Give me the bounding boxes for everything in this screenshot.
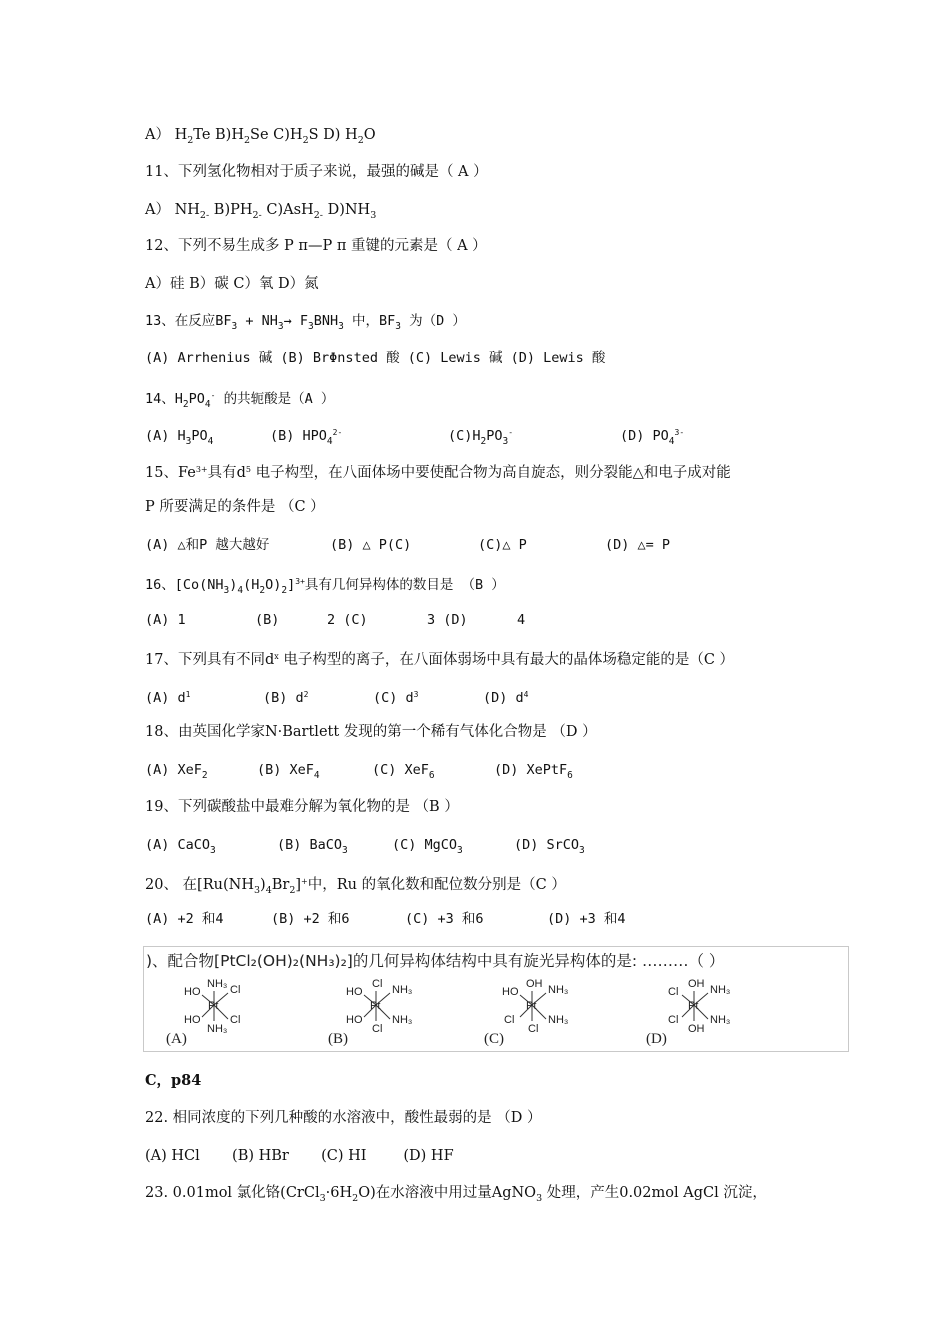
structure-a-ul: HO — [184, 986, 201, 998]
structure-b-label: (B) — [328, 1031, 348, 1047]
q16-stem: 16、$[Co(NH_3)_4(H_2O)_2]^{3+}$具有几何异构体的数目是 （B ） — [145, 577, 505, 596]
structure-d-ur: NH₃ — [710, 984, 731, 996]
structure-b-ul: HO — [346, 986, 363, 998]
q13-options: (A) Arrhenius 碱 (B) BrΦnsted 酸 (C) Lewis 碱 (D) Lewis 酸 — [145, 350, 606, 366]
structure-b-lr: NH₃ — [392, 1014, 413, 1026]
q20-stem: 20、 在$[Ru(NH_3)_4Br_2]^+$中，Ru 的氧化数和配位数分别是（C ） — [145, 877, 566, 896]
structure-a-center: Pt — [208, 1000, 219, 1012]
structure-a — [164, 975, 264, 1047]
structure-c-center: Pt — [526, 1000, 537, 1012]
structure-a-top: NH₃ — [207, 978, 228, 990]
q10-options: A） $H_2Te$ $B)H_2Se$ $C)H_2S$ D) $H_2O$ — [145, 127, 376, 146]
structure-d-label: (D) — [646, 1031, 667, 1047]
q11-stem: 11、下列氢化物相对于质子来说，最强的碱是（ A ） — [145, 164, 488, 180]
structure-d-lr: NH₃ — [710, 1014, 731, 1026]
structure-d-ll: Cl — [668, 1014, 679, 1026]
q19-stem: 19、下列碳酸盐中最难分解为氧化物的是 （B ） — [145, 799, 459, 815]
q18-stem: 18、由英国化学家N·Bartlett 发现的第一个稀有气体化合物是 （D ） — [145, 724, 597, 740]
q12-stem: 12、下列不易生成多 P π—P π 重键的元素是（ A ） — [145, 238, 487, 254]
q14-options: (A) $H_3PO_4$ (B) $HPO_4^{2-}$ $(C)H_2PO_3^-$ (D) $PO_4^{3-}$ — [145, 428, 685, 447]
structure-a-bottom: NH₃ — [207, 1023, 228, 1035]
structure-c-top: OH — [526, 978, 543, 990]
q11-options: A） $NH_{2-}$ $B)PH_{2-}$ C)AsH$_{2-}$ $D)NH_3$ — [145, 202, 377, 221]
q21-figure — [143, 946, 849, 1052]
q15-stem-line2: P 所要满足的条件是 （C ） — [145, 499, 325, 515]
q22-stem: 22. 相同浓度的下列几种酸的水溶液中，酸性最弱的是 （D ） — [145, 1110, 542, 1126]
q22-options: (A) HCl (B) HBr (C) HI (D) HF — [145, 1148, 454, 1164]
q21-answer: C，p84 — [145, 1072, 202, 1089]
q21-caption: )、配合物[PtCl₂(OH)₂(NH₃)₂]的几何异构体结构中具有旋光异构体的是: ………（ ） — [146, 952, 725, 970]
q18-options: (A) XeF$_2$ (B) XeF$_4$ (C) XeF$_6$ (D) XePtF$_6$ — [145, 762, 573, 781]
structure-b-top: Cl — [372, 978, 383, 990]
structure-a-ur: Cl — [230, 984, 241, 996]
structure-b — [326, 975, 426, 1047]
structure-a-ll: HO — [184, 1014, 201, 1026]
q19-options: (A) CaCO$_3$ (B) BaCO$_3$ (C) MgCO$_3$ (D) SrCO$_3$ — [145, 837, 585, 856]
q12-options: A）硅 B）碳 C）氧 D）氮 — [145, 276, 319, 292]
structure-c-ll: Cl — [504, 1014, 515, 1026]
structure-c-ul: HO — [502, 986, 519, 998]
structure-a-lr: Cl — [230, 1014, 241, 1026]
structure-d-center: Pt — [688, 1000, 699, 1012]
q17-stem: 17、下列具有不同$d^x$ 电子构型的离子，在八面体弱场中具有最大的晶体场稳定能的是（C ） — [145, 652, 735, 668]
q17-options: (A) $d^1$ (B) $d^2$ (C) $d^3$ (D) $d^4$ — [145, 690, 529, 706]
q15-stem: 15、$Fe^{3+}$具有$d^5$ 电子构型，在八面体场中要使配合物为高自旋态，则分裂能△和电子成对能 — [145, 465, 731, 481]
structure-d — [644, 975, 744, 1047]
structure-d-top: OH — [688, 978, 705, 990]
q23-stem: 23. 0.01mol 氯化铬$(CrCl_3\cdot 6H_2O)$在水溶液中用过量AgNO$_3$ 处理，产生0.02mol AgCl 沉淀， — [145, 1185, 767, 1204]
structure-b-center: Pt — [370, 1000, 381, 1012]
structure-c-lr: NH₃ — [548, 1014, 569, 1026]
q15-options: (A) △和P 越大越好 (B) △ P(C) (C)△ P (D) △= P — [145, 537, 671, 553]
structure-d-ul: Cl — [668, 986, 679, 998]
q20-options: (A) +2 和4 (B) +2 和6 (C) +3 和6 (D) +3 和4 — [145, 911, 626, 927]
q13-stem: 13、在反应$BF_3 + NH_3\to F_3BNH_3$ 中，$BF_3$ 为（D ） — [145, 313, 466, 332]
q16-options: (A) 1 (B) 2 (C) 3 (D) 4 — [145, 612, 526, 628]
structure-a-label: (A) — [166, 1031, 187, 1047]
structure-b-ll: HO — [346, 1014, 363, 1026]
q14-stem: 14、$H_2PO_4^-$ 的共轭酸是（A ） — [145, 391, 335, 410]
structure-d-bottom: OH — [688, 1023, 705, 1035]
structure-b-bottom: Cl — [372, 1023, 383, 1035]
structure-c-bottom: Cl — [528, 1023, 539, 1035]
structure-b-ur: NH₃ — [392, 984, 413, 996]
structure-c-label: (C) — [484, 1031, 504, 1047]
structure-c — [482, 975, 582, 1047]
structure-c-ur: NH₃ — [548, 984, 569, 996]
